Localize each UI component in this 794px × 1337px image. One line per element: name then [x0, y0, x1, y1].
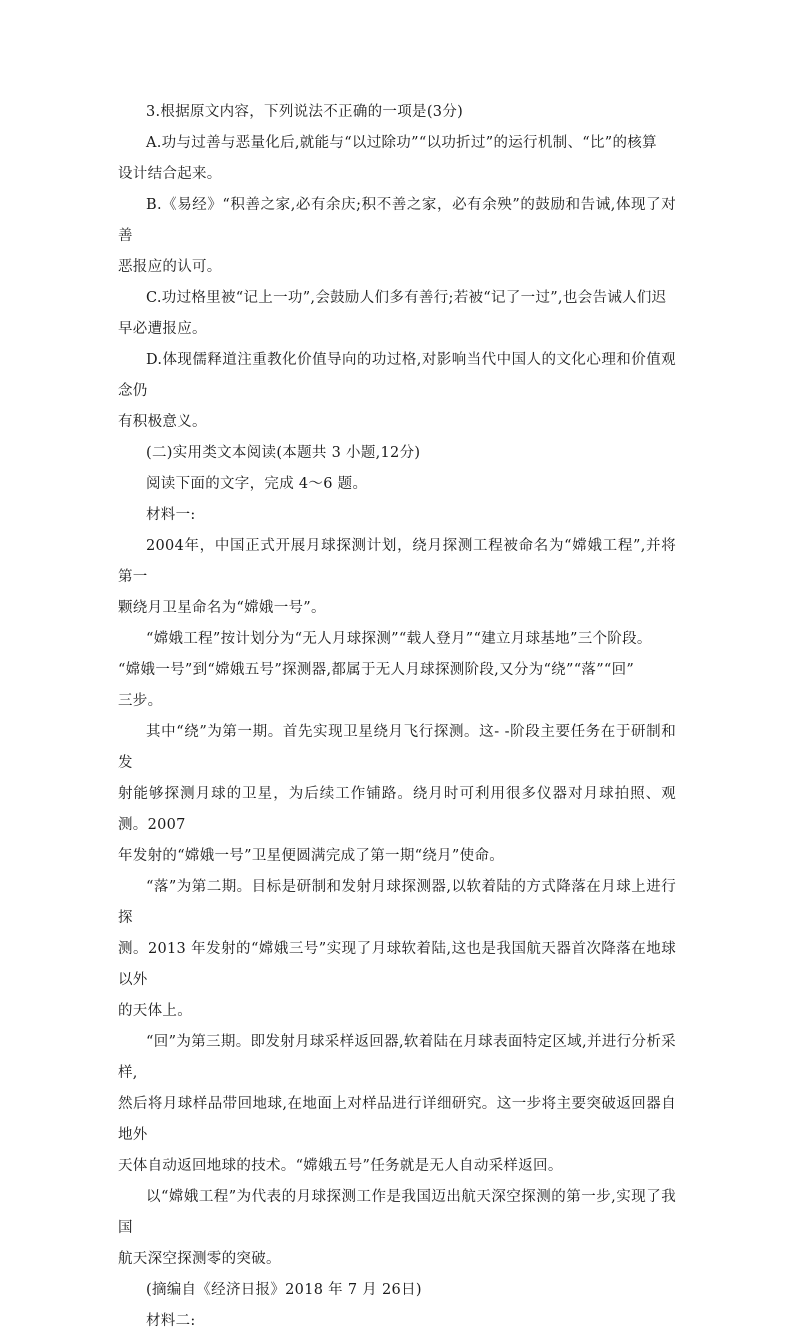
question-3-stem: 3.根据原文内容，下列说法不正确的一项是(3分)	[146, 104, 464, 120]
para-2-line3: 三步。	[118, 693, 163, 709]
option-b-line1: B.《易经》“积善之家,必有余庆;积不善之家，必有余殃”的鼓励和告诫,体现了对善	[118, 197, 676, 244]
document-page	[118, 97, 676, 1337]
para-5-line1: “回”为第三期。即发射月球采样返回器,软着陆在月球表面特定区域,并进行分析采样,	[118, 1034, 676, 1081]
para-1-line1: 2004年，中国正式开展月球探测计划，绕月探测工程被命名为“嫦娥工程”,并将第一	[118, 538, 676, 585]
para-4-line1: “落”为第二期。目标是研制和发射月球探测器,以软着陆的方式降落在月球上进行探	[118, 879, 676, 926]
option-a-line1: A.功与过善与恶量化后,就能与“以过除功”“以功折过”的运行机制、“比”的核算	[146, 135, 657, 151]
option-d-line1: D.体现儒释道注重教化价值导向的功过格,对影响当代中国人的文化心理和价值观念仍	[118, 352, 676, 399]
para-6-line2: 航天深空探测零的突破。	[118, 1251, 281, 1267]
para-3-line2: 射能够探测月球的卫星，为后续工作铺路。绕月时可利用很多仪器对月球拍照、观测。2007	[118, 786, 676, 833]
para-6-line1: 以“嫦娥工程”为代表的月球探测工作是我国迈出航天深空探测的第一步,实现了我国	[118, 1189, 676, 1236]
para-1-line2: 颗绕月卫星命名为“嫦娥一号”。	[118, 600, 326, 616]
section-instruction: 阅读下面的文字，完成 4～6 题。	[146, 476, 368, 492]
section-heading: (二)实用类文本阅读(本题共 3 小题,12分)	[146, 445, 421, 461]
option-c-line2: 早必遭报应。	[118, 321, 207, 337]
para-2-line2: “嫦娥一号”到“嫦娥五号”探测器,都属于无人月球探测阶段,又分为“绕”“落”“回”	[118, 662, 635, 678]
option-d-line2: 有积极意义。	[118, 414, 207, 430]
option-c-line1: C.功过格里被“记上一功”,会鼓励人们多有善行;若被“记了一过”,也会告诫人们迟	[146, 290, 667, 306]
para-4-line2: 测。2013 年发射的“嫦娥三号”实现了月球软着陆,这也是我国航天器首次降落在地球以外	[118, 941, 676, 988]
para-3-line1: 其中“绕”为第一期。首先实现卫星绕月飞行探测。这- -阶段主要任务在于研制和发	[118, 724, 676, 771]
option-b-line2: 恶报应的认可。	[118, 259, 222, 275]
material-2-label: 材料二:	[146, 1313, 196, 1329]
para-5-line3: 天体自动返回地球的技术。“嫦娥五号”任务就是无人自动采样返回。	[118, 1158, 563, 1174]
para-2-line1: “嫦娥工程”按计划分为“无人月球探测”“载人登月”“建立月球基地”三个阶段。	[146, 631, 652, 647]
source-citation: (摘编自《经济日报》2018 年 7 月 26日)	[146, 1282, 422, 1298]
material-1-label: 材料一:	[146, 507, 196, 523]
para-5-line2: 然后将月球样品带回地球,在地面上对样品进行详细研究。这一步将主要突破返回器自地外	[118, 1096, 676, 1143]
option-a-line2: 设计结合起来。	[118, 166, 222, 182]
para-4-line3: 的天体上。	[118, 1003, 192, 1019]
para-3-line3: 年发射的“嫦娥一号”卫星便圆满完成了第一期“绕月”使命。	[118, 848, 505, 864]
